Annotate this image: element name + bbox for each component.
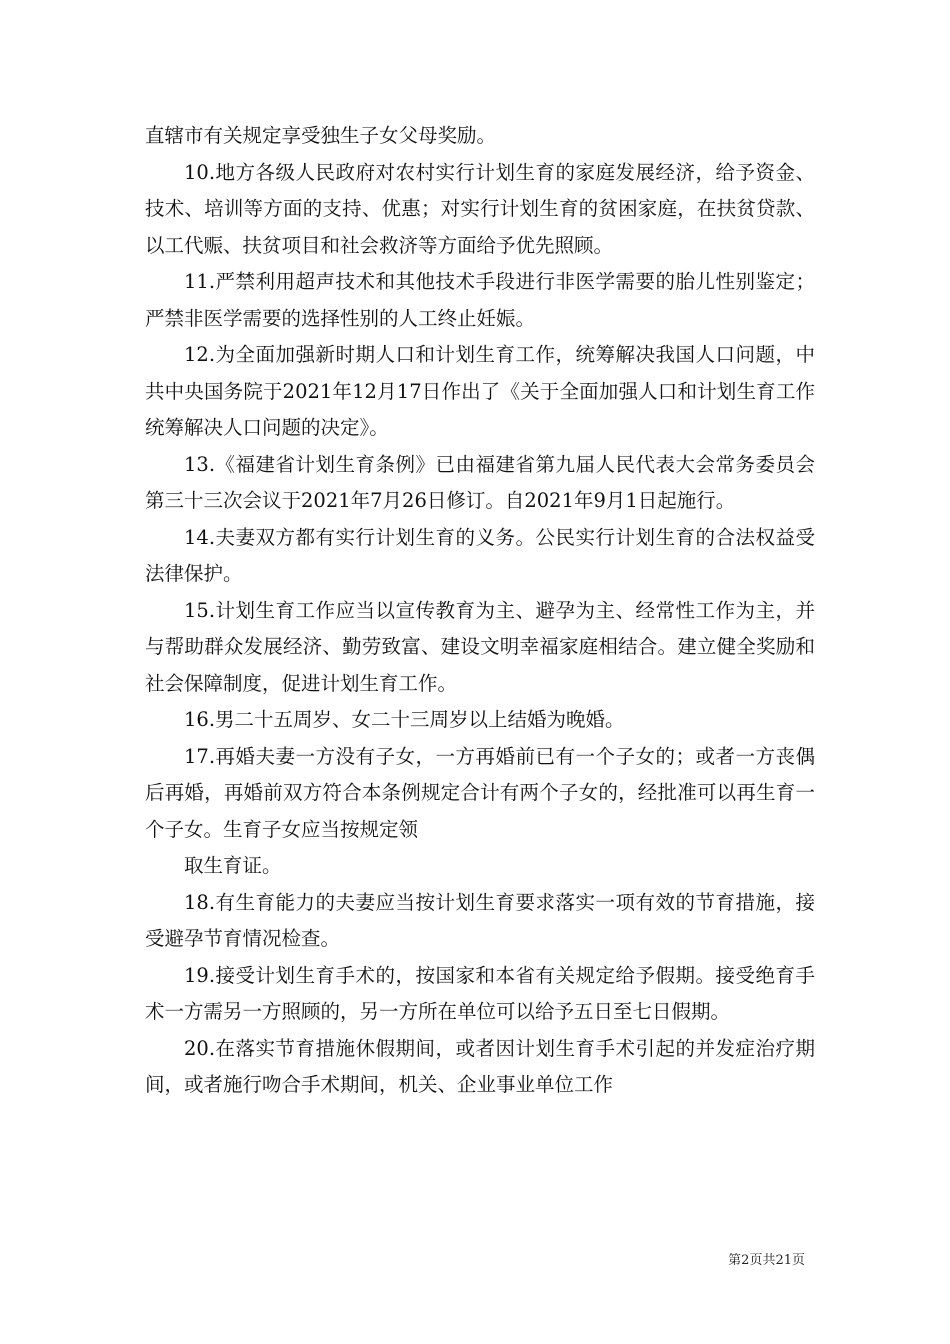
paragraph-18: 18.有生育能力的夫妻应当按计划生育要求落实一项有效的节育措施，接受避孕节育情况检查。 — [145, 890, 815, 950]
paragraph-17: 17.再婚夫妻一方没有子女，一方再婚前已有一个子女的；或者一方丧偶后再婚，再婚前双方符合本条例规定合计有两个子女的，经批准可以再生育一个子女。生育子女应当按规定领 — [145, 744, 815, 841]
paragraph-16: 16.男二十五周岁、女二十三周岁以上结婚为晚婚。 — [184, 708, 625, 731]
paragraph-20: 20.在落实节育措施休假期间，或者因计划生育手术引起的并发症治疗期间，或者施行吻合手术期间，机关、企业事业单位工作 — [145, 1036, 815, 1096]
paragraph-11: 11.严禁利用超声技术和其他技术手段进行非医学需要的胎儿性别鉴定；严禁非医学需要的选择性别的人工终止妊娠。 — [145, 270, 815, 330]
paragraph-14: 14.夫妻双方都有实行计划生育的义务。公民实行计划生育的合法权益受法律保护。 — [145, 525, 815, 585]
paragraph-15: 15.计划生育工作应当以宣传教育为主、避孕为主、经常性工作为主，并与帮助群众发展经济、勤劳致富、建设文明幸福家庭相结合。建立健全奖励和社会保障制度，促进计划生育工作。 — [145, 598, 815, 695]
page-number-footer: 第2页共21页 — [728, 1253, 805, 1268]
paragraph-13: 13.《福建省计划生育条例》已由福建省第九届人民代表大会常务委员会第三十三次会议于2021年7月26日修订。自2021年9月1日起施行。 — [145, 452, 815, 512]
paragraph-12: 12.为全面加强新时期人口和计划生育工作，统筹解决我国人口问题，中共中央国务院于2021年12月17日作出了《关于全面加强人口和计划生育工作统筹解决人口问题的决定》。 — [145, 343, 815, 439]
paragraph-10: 10.地方各级人民政府对农村实行计划生育的家庭发展经济，给予资金、技术、培训等方面的支持、优惠；对实行计划生育的贫困家庭，在扶贫贷款、以工代赈、扶贫项目和社会救济等方面给予优先照顾。 — [145, 160, 815, 257]
paragraph-17-continued: 取生育证。 — [184, 854, 282, 877]
document-body — [145, 118, 815, 1104]
paragraph-1: 直辖市有关规定享受独生子女父母奖励。 — [145, 124, 497, 147]
paragraph-19: 19.接受计划生育手术的，按国家和本省有关规定给予假期。接受绝育手术一方需另一方照顾的，另一方所在单位可以给予五日至七日假期。 — [145, 963, 815, 1023]
